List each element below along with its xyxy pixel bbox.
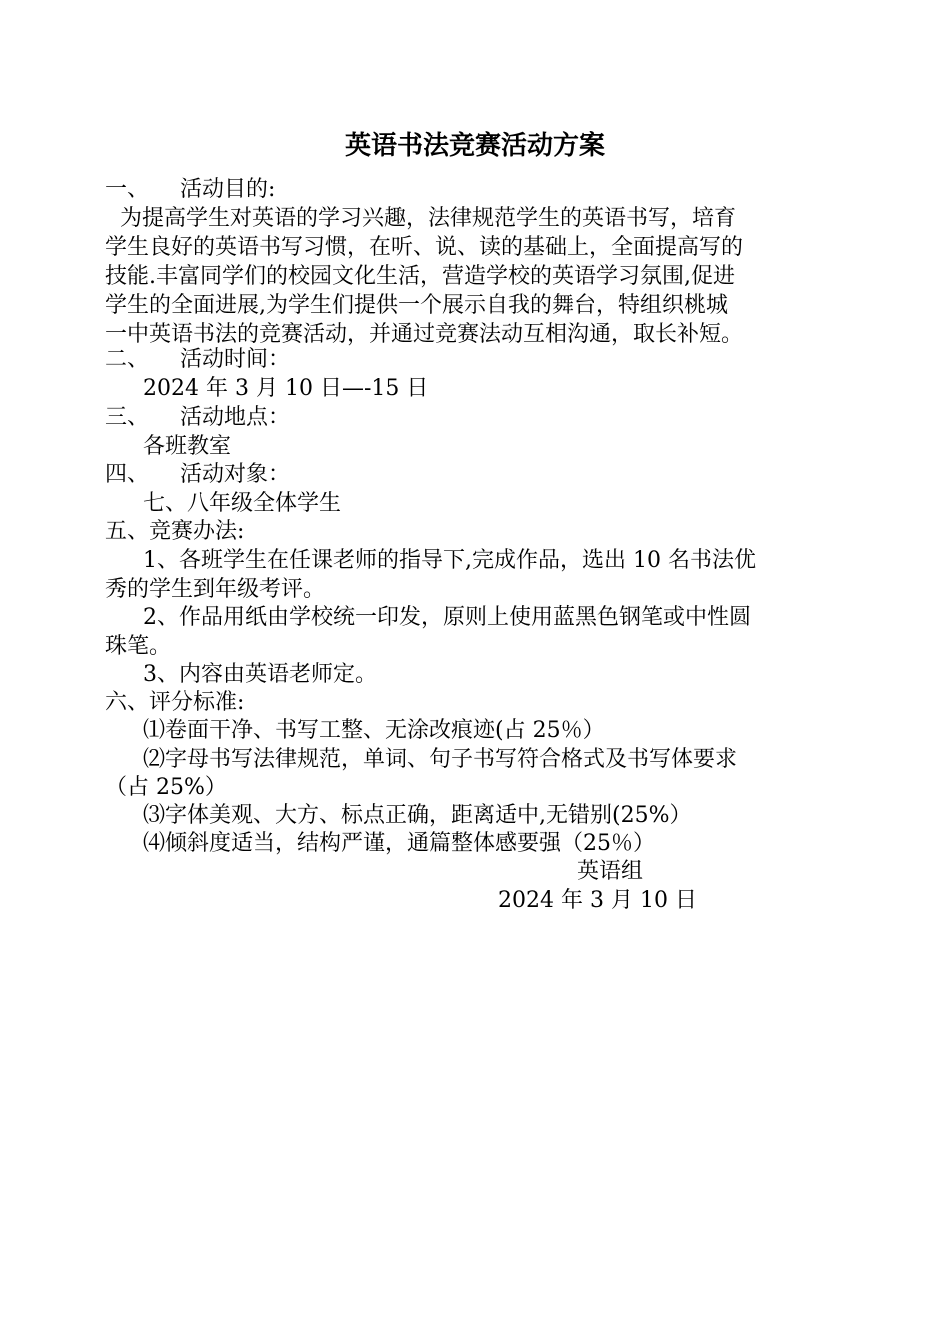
criteria-line: ⑴卷面干净、书写工整、无涂改痕迹(占 25％） [143, 718, 605, 743]
criteria-line: （占 25%） [105, 775, 227, 800]
criteria-line: ⑵字母书写法律规范，单词、句子书写符合格式及书写体要求 [143, 747, 738, 772]
criteria-line: ⑶字体美观、大方、标点正确，距离适中,无错别(25%） [143, 803, 692, 828]
signature-group: 英语组 [577, 859, 644, 884]
signature-date: 2024 年 3 月 10 日 [498, 888, 697, 913]
method-line: 1、各班学生在任课老师的指导下,完成作品，选出 10 名书法优 [143, 548, 756, 573]
method-line: 2、作品用纸由学校统一印发，原则上使用蓝黑色钢笔或中性圆 [143, 605, 751, 630]
criteria-line: ⑷倾斜度适当，结构严谨，通篇整体感要强（25％） [143, 831, 655, 856]
method-line: 秀的学生到年级考评。 [105, 577, 326, 602]
section-heading-target [105, 460, 850, 489]
section-heading-text: 活动地点： [180, 405, 291, 430]
purpose-line: 学生良好的英语书写习惯，在听、说、读的基础上，全面提高写的 [105, 235, 744, 260]
time-value: 2024 年 3 月 10 日—-15 日 [143, 376, 429, 401]
section-number: 三、 [105, 405, 150, 430]
purpose-line: 一中英语书法的竞赛活动，并通过竞赛法动互相沟通，取长补短。 [105, 322, 744, 347]
section-heading-text: 活动目的: [180, 177, 276, 202]
target-value: 七、八年级全体学生 [143, 491, 342, 516]
section-heading-criteria: 六、评分标准: [105, 690, 245, 715]
method-line: 珠笔。 [105, 634, 172, 659]
section-number: 四、 [105, 462, 150, 487]
section-heading-text: 活动对象： [180, 462, 291, 487]
section-heading-purpose [105, 175, 850, 204]
section-number: 一、 [105, 177, 150, 202]
purpose-line: 技能.丰富同学们的校园文化生活，营造学校的英语学习氛围,促进 [105, 264, 735, 289]
section-number: 二、 [105, 347, 150, 372]
purpose-line: 学生的全面进展,为学生们提供一个展示自我的舞台，特组织桃城 [105, 293, 728, 318]
place-value: 各班教室 [143, 434, 232, 459]
section-heading-time [105, 345, 850, 374]
section-heading-place [105, 403, 850, 432]
method-line: 3、内容由英语老师定。 [143, 662, 377, 687]
purpose-line: 为提高学生对英语的学习兴趣，法律规范学生的英语书写，培育 [120, 206, 737, 231]
section-heading-method: 五、竞赛办法: [105, 519, 245, 544]
section-heading-text: 活动时间： [180, 347, 291, 372]
document-title: 英语书法竞赛活动方案 [344, 131, 605, 161]
